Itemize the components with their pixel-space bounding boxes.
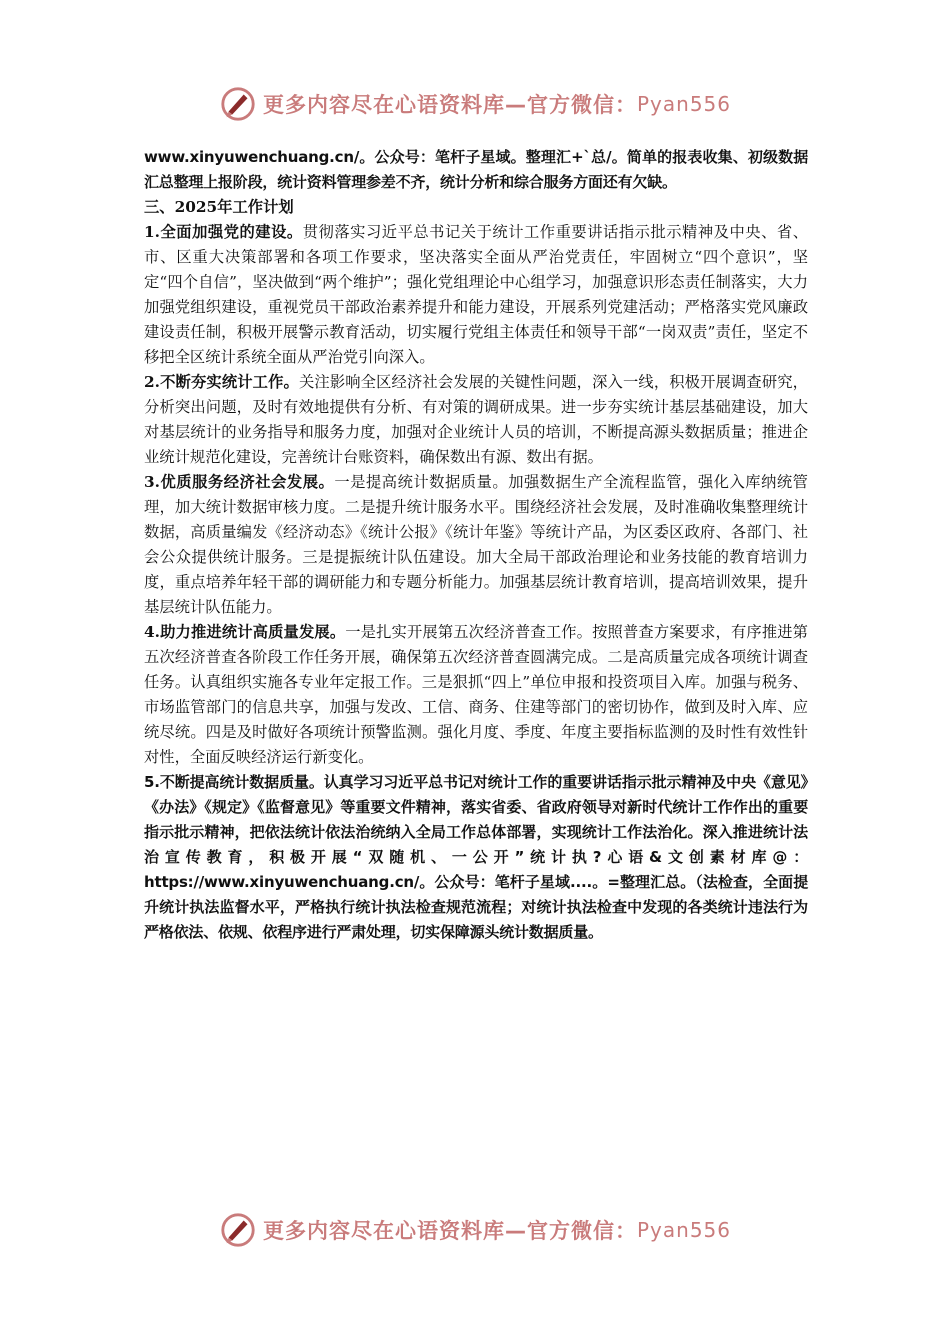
brush-logo-icon [219,85,257,123]
plan-item-heading: 3.优质服务经济社会发展。 [144,473,335,491]
document-body [144,145,808,945]
plan-item-body: 关注影响全区经济社会发展的关键性问题，深入一线，积极开展调查研究，分析突出问题，及时有效地提供有分析、有对策的调研成果。进一步夯实统计基层基础建设，加大对基层统计的业务指导和服务力度，加强对企业统计人员的培训，不断提高源头数据质量；推进企业统计规范化建设，完善统计台账资料，确保数出有源、数出有据。 [144,373,808,466]
plan-item-body: 一是提高统计数据质量。加强数据生产全流程监管，强化入库纳统管理，加大统计数据审核力度。二是提升统计服务水平。围绕经济社会发展，及时准确收集整理统计数据，高质量编发《经济动态》《统计公报》《统计年鉴》等统计产品，为区委区政府、各部门、社会公众提供统计服务。三是提振统计队伍建设。加大全局干部政治理论和业务技能的教育培训力度，重点培养年轻干部的调研能力和专题分析能力。加强基层统计教育培训，提高培训效果，提升基层统计队伍能力。 [144,473,808,616]
banner-text: 更多内容尽在心语资料库—官方微信： [262,1219,637,1243]
plan-item-2 [144,370,808,470]
section-title: 三、2025年工作计划 [144,198,294,216]
plan-item-5: 5.不断提高统计数据质量。认真学习习近平总书记对统计工作的重要讲话指示批示精神及中央《意见》《办法》《规定》《监督意见》等重要文件精神，落实省委、省政府领导对新时代统计工作作出的重要指示批示精神，把依法统计依法治统纳入全局工作总体部署，实现统计工作法治化。深入推进统计法治宣传教育，积极开展“双随机、一公开”统计执?心语&文创素材库@：https://www.xinyuwenchuang.cn/。公众号：笔杆子星域....。=整理汇总。（法检查，全面提升统计执法监督水平，严格执行统计执法检查规范流程；对统计执法检查中发现的各类统计违法行为严格依法、依规、依程序进行严肃处理，切实保障源头统计数据质量。 [144,773,808,941]
intro-paragraph: www.xinyuwenchuang.cn/。公众号：笔杆子星域。整理汇+`总/。简单的报表收集、初级数据汇总整理上报阶段，统计资料管理参差不齐，统计分析和综合服务方面还有欠缺。 [144,148,808,191]
banner-text: 更多内容尽在心语资料库—官方微信： [262,93,637,117]
plan-item-body: 贯彻落实习近平总书记关于统计工作重要讲话指示批示精神及中央、省、市、区重大决策部署和各项工作要求，坚决落实全面从严治党责任，牢固树立“四个意识”，坚定“四个自信”，坚决做到“两个维护”；强化党组理论中心组学习，加强意识形态责任制落实，大力加强党组织建设，重视党员干部政治素养提升和能力建设，开展系列党建活动；严格落实党风廉政建设责任制，积极开展警示教育活动，切实履行党组主体责任和领导干部“一岗双责”责任，坚定不移把全区统计系统全面从严治党引向深入。 [144,223,808,366]
plan-item-heading: 2.不断夯实统计工作。 [144,373,299,391]
plan-item-body: 一是扎实开展第五次经济普查工作。按照普查方案要求，有序推进第五次经济普查各阶段工作任务开展，确保第五次经济普查圆满完成。二是高质量完成各项统计调查任务。认真组织实施各专业年定报工作。三是狠抓“四上”单位申报和投资项目入库。加强与税务、市场监管部门的信息共享，加强与发改、工信、商务、住建等部门的密切协作，做到及时入库、应统尽统。四是及时做好各项统计预警监测。强化月度、季度、年度主要指标监测的及时性有效性针对性，全面反映经济运行新变化。 [144,623,808,766]
plan-item-3 [144,470,808,620]
header-banner [0,82,950,126]
plan-item-heading: 1.全面加强党的建设。 [144,223,303,241]
brush-logo-icon [219,1211,257,1249]
plan-item-1 [144,220,808,370]
plan-item-heading: 4.助力推进统计高质量发展。 [144,623,346,641]
banner-wechat: Pyan556 [636,92,731,116]
footer-banner [0,1208,950,1252]
banner-wechat: Pyan556 [636,1218,731,1242]
plan-item-4 [144,620,808,770]
